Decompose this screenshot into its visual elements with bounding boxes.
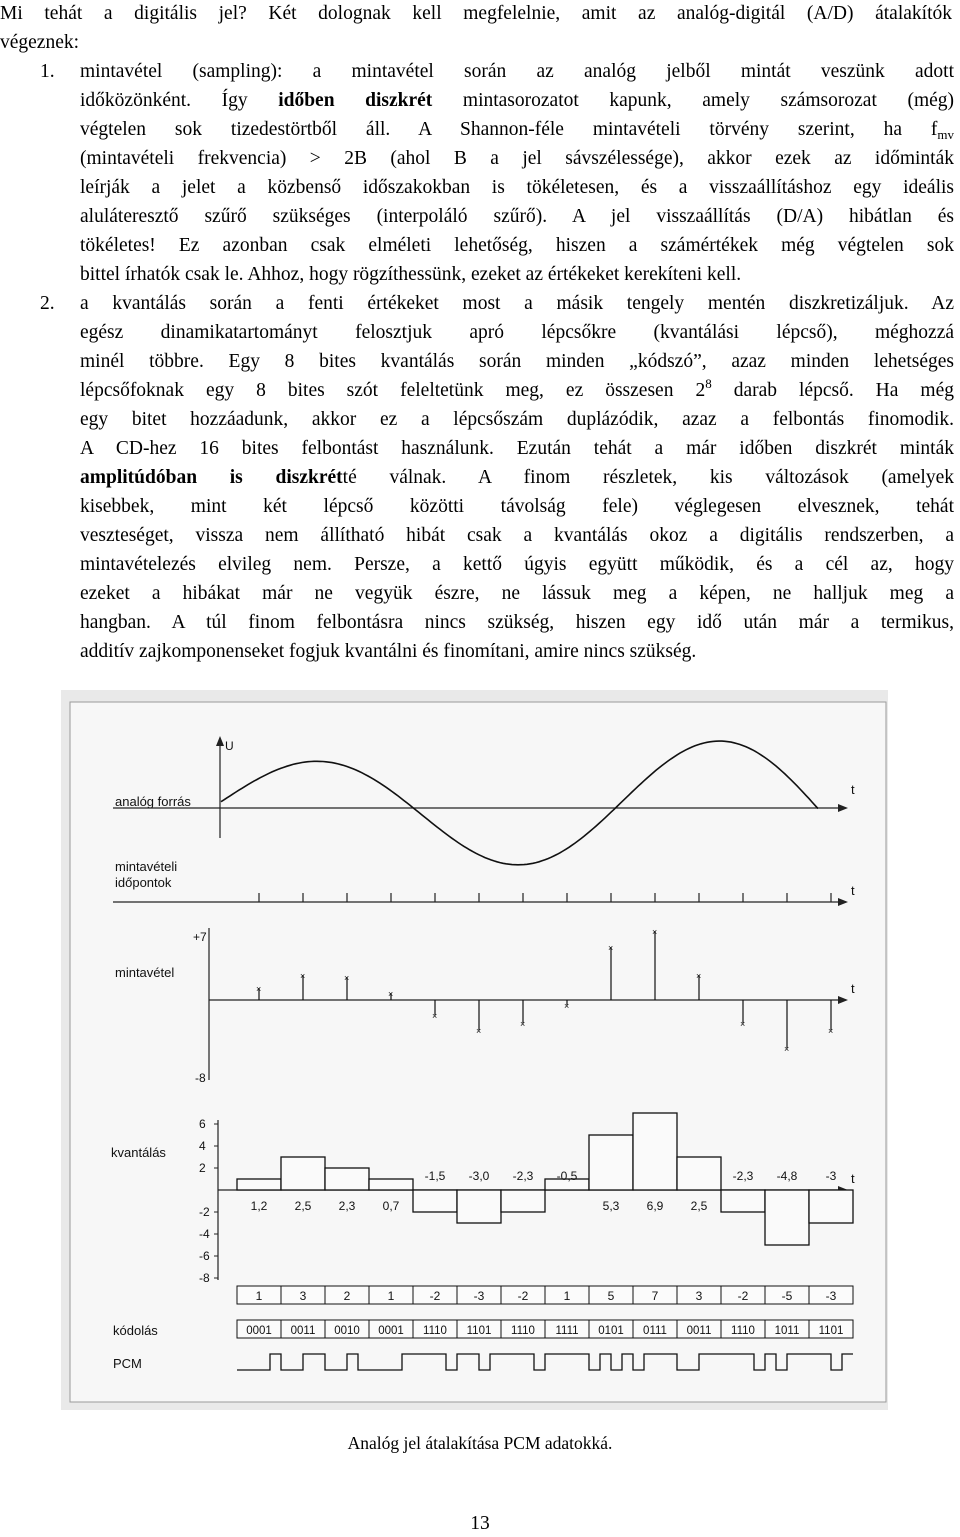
code-row (237, 1320, 853, 1338)
code-value-13: 1011 (774, 1325, 800, 1337)
sample-mark-7: × (520, 1019, 526, 1029)
item-2-line-12: hangban. A túl finom felbontásra nincs szükség, hiszen egy idő után már a termikus, (80, 612, 954, 633)
item-2-line-13: additív zajkomponenseket fogjuk kvantálni és finomítani, amire nincs szükség. (80, 641, 697, 662)
quant-value-3: 2,3 (338, 1199, 356, 1213)
item-1-line-2: időközönként. Így időben diszkrét mintasorozatot kapunk, amely számsorozat (még) (80, 90, 955, 111)
sample-mark-8: × (564, 1001, 570, 1011)
label-pcm: PCM (113, 1356, 142, 1371)
sample-mark-4: × (388, 989, 394, 999)
item-1-line-7: tökéletes! Ez azonban csak elméleti lehetőség, hiszen a számértékek még végtelen sok (80, 235, 954, 256)
quant-value-8: -0,5 (556, 1169, 578, 1183)
label-quantization: kvantálás (111, 1145, 166, 1160)
item-2-line-9: veszteséget, vissza nem állítható hibát csak a kvantálás okoz a digitális rendszerben, a (80, 525, 954, 546)
quant-value-13: -4,8 (776, 1169, 798, 1183)
code-value-14: 1101 (818, 1325, 844, 1337)
quant-bar-6 (457, 1190, 501, 1223)
level-row (237, 1286, 853, 1304)
code-value-7: 1110 (511, 1325, 535, 1337)
quant-bar-2 (281, 1157, 325, 1190)
item-1-line-5: leírják a jelet a közbenső időszakokban is tökéletesen, és a visszaállításhoz egy ideális (80, 177, 954, 198)
sample-mark-5: × (432, 1011, 438, 1021)
intro-line-1: Mi tehát a digitális jel? Két dolognak kell megfelelnie, amit az analóg-digitál (A/D) átalakítók (0, 3, 952, 24)
sampling-minus8-label: -8 (195, 1071, 206, 1085)
item-2-line-1: a kvantálás során a fenti értékeket most a másik tengely mentén diszkretizáljuk. Az (80, 293, 954, 314)
sample-mark-3: × (344, 973, 350, 983)
code-value-5: 1110 (423, 1325, 447, 1337)
item-2-line-3: minél többre. Egy 8 bites kvantálás során minden „kódszó”, azaz minden lehetséges (80, 351, 954, 372)
level-value-13: -5 (781, 1289, 793, 1303)
item-2-line-10: mintavételezés elvileg nem. Persze, a kettő úgyis együtt működik, és a cél az, hogy (80, 554, 954, 575)
sampling-instants-t-label: t (851, 883, 855, 898)
quant-tick-label-2: 4 (199, 1139, 206, 1153)
level-value-4: 1 (387, 1289, 395, 1303)
code-value-3: 0010 (334, 1325, 360, 1337)
sampling-plus7-label: +7 (193, 930, 207, 944)
page-number: 13 (470, 1513, 490, 1534)
pcm-diagram (61, 690, 888, 1410)
quant-bar-11 (677, 1157, 721, 1190)
item-2-line-5: egy bitet hozzáadunk, akkor ez a lépcsőszám duplázódik, azaz a felbontás finomodik. (80, 409, 954, 430)
level-value-12: -2 (737, 1289, 749, 1303)
quant-tick-label-3: 2 (199, 1161, 206, 1175)
level-value-10: 7 (651, 1289, 659, 1303)
quant-t-label: t (851, 1171, 855, 1186)
quant-bar-13 (765, 1190, 809, 1245)
level-value-1: 1 (255, 1289, 263, 1303)
quant-value-7: -2,3 (512, 1169, 534, 1183)
quant-tick-label-4: -2 (199, 1205, 210, 1219)
item-1-line-8: bittel írhatók csak le. Ahhoz, hogy rögzíthessünk, ezeket az értékeket kerekíteni kell. (80, 264, 742, 285)
level-value-3: 2 (343, 1289, 351, 1303)
item-2-line-2: egész dinamikatartományt felosztjuk apró lépcsőkre (kvantálási lépcső), méghozzá (80, 322, 954, 343)
quant-value-6: -3,0 (468, 1169, 490, 1183)
figure-caption: Analóg jel átalakítása PCM adatokká. (347, 1433, 613, 1453)
sampling-t-label: t (851, 981, 855, 996)
sample-mark-14: × (828, 1026, 834, 1036)
quant-tick-label-6: -6 (199, 1249, 210, 1263)
pcm-figure (61, 690, 888, 1410)
quant-bar-7 (501, 1190, 545, 1212)
quant-value-14: -3 (825, 1169, 837, 1183)
quant-bar-3 (325, 1168, 369, 1190)
level-value-11: 3 (695, 1289, 703, 1303)
quant-tick-label-5: -4 (199, 1227, 210, 1241)
sample-mark-11: × (696, 971, 702, 981)
level-value-7: -2 (517, 1289, 529, 1303)
item-2-number: 2. (40, 293, 55, 314)
level-value-2: 3 (299, 1289, 307, 1303)
code-value-11: 0011 (686, 1325, 712, 1337)
quant-value-11: 2,5 (690, 1199, 708, 1213)
item-2-line-4: lépcsőfoknak egy 8 bites szót feleltetünk meg, ez összesen $2^8$ darab lépcső. Ha még (80, 376, 954, 401)
quant-bar-14 (809, 1190, 853, 1223)
item-1-line-4: (mintavételi frekvencia) > 2B (ahol B a jel sávszélessége), akkor ezek az időminták (80, 148, 954, 169)
item-1-number: 1. (40, 61, 55, 82)
level-value-8: 1 (563, 1289, 571, 1303)
code-value-1: 0001 (246, 1325, 272, 1337)
code-value-6: 1101 (466, 1325, 492, 1337)
code-value-12: 1110 (731, 1325, 755, 1337)
sample-mark-1: × (256, 984, 262, 994)
quant-bar-12 (721, 1190, 765, 1212)
code-value-9: 0101 (598, 1325, 624, 1337)
quant-tick-label-7: -8 (199, 1271, 210, 1285)
quant-value-12: -2,3 (732, 1169, 754, 1183)
label-sampling-points-2: időpontok (115, 875, 172, 890)
label-analog-source: analóg forrás (115, 794, 191, 809)
sample-mark-2: × (300, 971, 306, 981)
label-coding: kódolás (113, 1323, 158, 1338)
quant-tick-label-1: 6 (199, 1117, 206, 1131)
quant-bar-1 (237, 1179, 281, 1190)
quant-value-4: 0,7 (382, 1199, 400, 1213)
sample-mark-12: × (740, 1019, 746, 1029)
sample-mark-13: × (784, 1044, 790, 1054)
item-1-line-3: végtelen sok tizedestörtből áll. A Shannon-féle mintavételi törvény szerint, ha $f_{mv}$ (80, 119, 954, 142)
quant-bar-9 (589, 1135, 633, 1190)
level-value-5: -2 (429, 1289, 441, 1303)
level-value-9: 5 (607, 1289, 615, 1303)
item-2-line-6: A CD-hez 16 bites felbontást használunk. Ezután tehát a már időben diszkrét minták (80, 438, 954, 459)
intro-line-2: végeznek: (0, 32, 80, 53)
quant-value-5: -1,5 (424, 1169, 446, 1183)
code-value-10: 0111 (643, 1325, 667, 1337)
sample-mark-10: × (652, 927, 658, 937)
quant-bar-5 (413, 1190, 457, 1212)
quant-value-10: 6,9 (646, 1199, 664, 1213)
code-value-2: 0011 (290, 1325, 316, 1337)
item-2-line-7: amplitúdóban is diszkrétté válnak. A finom részletek, kis változások (amelyek (80, 467, 954, 488)
level-value-14: -3 (825, 1289, 837, 1303)
item-1-line-6: aluláteresztő szűrő szükséges (interpoláló szűrő). A jel visszaállítás (D/A) hibátlan és (80, 206, 954, 227)
analog-u-label: U (225, 739, 234, 753)
quant-bar-10 (633, 1113, 677, 1190)
item-2-line-8: kisebbek, mint két lépcső közötti távolság fele) véglegesen elvesznek, tehát (80, 496, 954, 517)
sample-mark-6: × (476, 1026, 482, 1036)
quant-value-2: 2,5 (294, 1199, 312, 1213)
label-sampling: mintavétel (115, 965, 175, 980)
item-1-line-1: mintavétel (sampling): a mintavétel során az analóg jelből mintát veszünk adott (80, 61, 954, 82)
sample-mark-9: × (608, 943, 614, 953)
level-value-6: -3 (473, 1289, 485, 1303)
quant-value-1: 1,2 (250, 1199, 268, 1213)
quant-value-9: 5,3 (602, 1199, 620, 1213)
code-value-8: 1111 (555, 1325, 579, 1337)
item-2-line-11: ezeket a hibákat már ne vegyük észre, ne lássuk meg a képen, ne halljuk meg a (80, 583, 954, 604)
label-sampling-points-1: mintavételi (115, 859, 178, 874)
analog-t-label: t (851, 782, 855, 797)
quant-bar-4 (369, 1179, 413, 1190)
code-value-4: 0001 (378, 1325, 404, 1337)
